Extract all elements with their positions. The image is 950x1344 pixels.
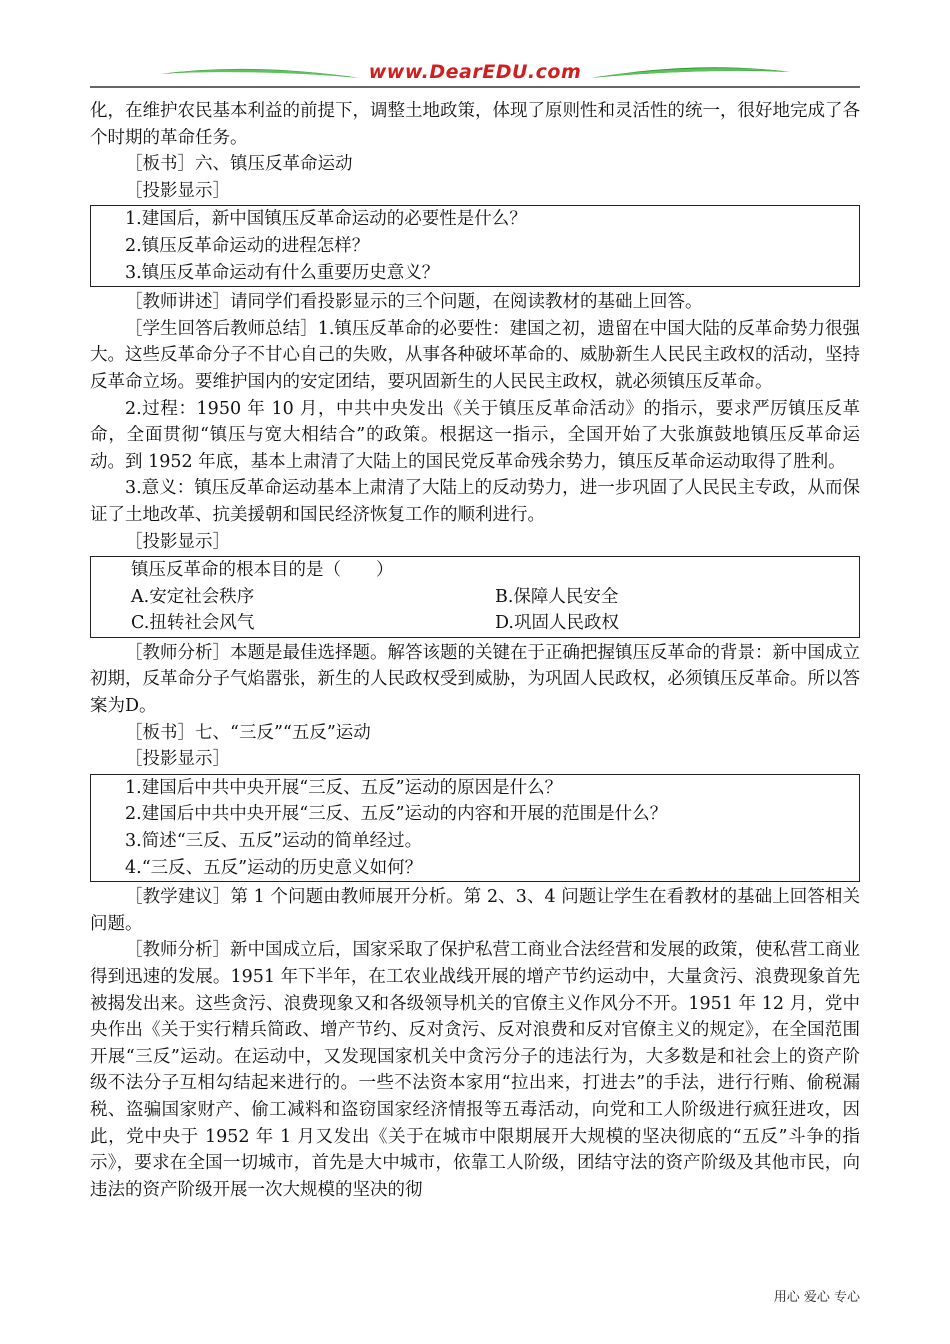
paragraph: ［教师分析］新中国成立后，国家采取了保护私营工商业合法经营和发展的政策，使私营工商业得到迅速的发展。1951 年下半年，在工农业战线开展的增产节约运动中，大量贪污、浪费现象首先被揭发出来。这些贪污、浪费现象又和各级领导机关的官僚主义作风分不开。1951 年 12 月，党中央作出《关于实行精兵简政、增产节约、反对贪污、反对浪费和反对官僚主义的规定》，在全国范围开展“三反”运动。在运动中，又发现国家机关中贪污分子的违法行为，大多数是和社会上的资产阶级不法分子互相勾结起来进行的。一些不法资本家用“拉出来，打进去”的手法，进行行贿、偷税漏税、盗骗国家财产、偷工减料和盗窃国家经济情报等五毒活动，向党和工人阶级进行疯狂进攻，因此，党中央于 1952 年 1 月又发出《关于在城市中限期展开大规模的坚决彻底的“五反”斗争的指示》，要求在全国一切城市，首先是大中城市，依靠工人阶级，团结守法的资产阶级及其他市民，向违法的资产阶级开展一次大规模的坚决的彻 — [90, 940, 860, 1200]
projection-label: ［投影显示］ — [125, 749, 230, 770]
board-heading: ［板书］七、“三反”“五反”运动 — [125, 722, 371, 743]
projection-box-2 — [90, 774, 860, 882]
question-options — [131, 584, 859, 637]
box-line: 3.简述“三反、五反”运动的简单经过。 — [125, 831, 423, 852]
box-line: 1.建国后，新中国镇压反革命运动的必要性是什么？ — [125, 209, 527, 230]
page-footer: 用心 爱心 专心 — [773, 1290, 860, 1305]
question-stem: 镇压反革命的根本目的是（ ） — [131, 560, 394, 581]
option-b: B.保障人民安全 — [495, 586, 619, 607]
paragraph: 2.过程：1950 年 10 月，中共中央发出《关于镇压反革命活动》的指示，要求严厉镇压反革命，全面贯彻“镇压与宽大相结合”的政策。根据这一指示，全国开始了大张旗鼓地镇压反革命运动。到 1952 年底，基本上肃清了大陆上的国民党反革命残余势力，镇压反革命运动取得了胜利。 — [90, 398, 860, 472]
projection-label: ［投影显示］ — [125, 531, 230, 552]
option-c: C.扭转社会风气 — [131, 613, 255, 634]
question-box — [90, 556, 860, 638]
box-line: 2.建国后中共中央开展“三反、五反”运动的内容和开展的范围是什么？ — [125, 804, 668, 825]
option-d: D.巩固人民政权 — [495, 613, 619, 634]
projection-box-1 — [90, 205, 860, 287]
paragraph: ［教师讲述］请同学们看投影显示的三个问题，在阅读教材的基础上回答。 — [125, 292, 703, 313]
document-body — [90, 98, 860, 1203]
box-line: 1.建国后中共中央开展“三反、五反”运动的原因是什么？ — [125, 777, 563, 798]
box-line: 3.镇压反革命运动有什么重要历史意义？ — [125, 262, 440, 283]
paragraph: ［教师分析］本题是最佳选择题。解答该题的关键在于正确把握镇压反革命的背景：新中国成立初期，反革命分子气焰嚣张，新生的人民政权受到威胁，为巩固人民政权，必须镇压反革命。所以答案为D。 — [90, 642, 860, 717]
paragraph: 化，在维护农民基本利益的前提下，调整土地政策，体现了原则性和灵活性的统一，很好地完成了各个时期的革命任务。 — [90, 101, 860, 148]
projection-label: ［投影显示］ — [125, 180, 230, 201]
option-a: A.安定社会秩序 — [131, 586, 255, 607]
board-heading: ［板书］六、镇压反革命运动 — [125, 154, 353, 175]
site-logo-text: www.DearEDU.com — [368, 61, 582, 83]
page-header — [90, 56, 860, 92]
box-line: 2.镇压反革命运动的进程怎样？ — [125, 235, 370, 256]
paragraph: ［教学建议］第 1 个问题由教师展开分析。第 2、3、4 问题让学生在看教材的基础上回答相关问题。 — [90, 887, 860, 934]
paragraph: ［学生回答后教师总结］1.镇压反革命的必要性：建国之初，遗留在中国大陆的反革命势力很强大。这些反革命分子不甘心自己的失败，从事各种破坏革命的、威胁新生人民民主政权的活动，坚持反革命立场。要维护国内的安定团结，要巩固新生的人民民主政权，就必须镇压反革命。 — [90, 318, 860, 392]
paragraph: 3.意义：镇压反革命运动基本上肃清了大陆上的反动势力，进一步巩固了人民民主专政，从而保证了土地改革、抗美援朝和国民经济恢复工作的顺利进行。 — [90, 478, 860, 525]
box-line: 4.“三反、五反”运动的历史意义如何？ — [125, 857, 423, 878]
